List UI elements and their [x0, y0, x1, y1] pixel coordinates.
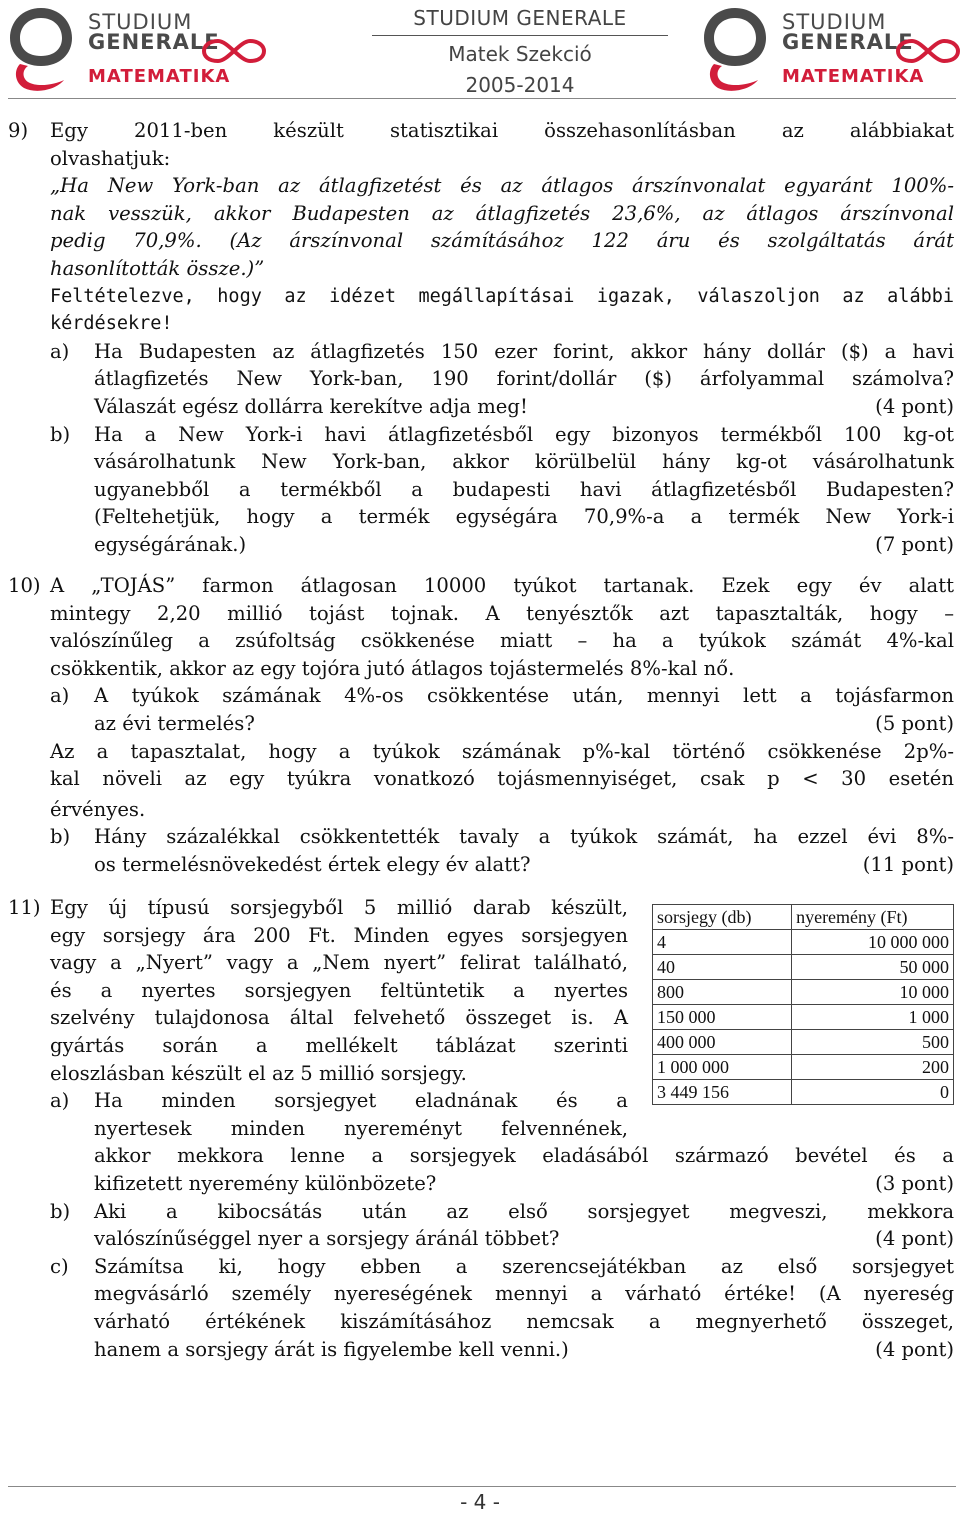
page-header — [0, 0, 960, 100]
table-cell: 500 — [792, 1030, 954, 1055]
sub-label: a) — [50, 1089, 70, 1113]
text-line: vagy a „Nyert” vagy a „Nem nyert” felirat található, — [50, 951, 628, 975]
table-cell: 3 449 156 — [653, 1080, 792, 1105]
text-line: vásárolhatunk New York-ban, akkor körülbelül hány kg-ot vásárolhatunk — [94, 450, 954, 474]
text-line: kérdésekre! — [50, 313, 173, 335]
table-cell: 1 000 — [792, 1005, 954, 1030]
logo-line2: GENERALE — [88, 30, 220, 54]
table-cell: 0 — [792, 1080, 954, 1105]
sg-mark-icon — [6, 4, 76, 92]
sub-label: b) — [50, 1199, 71, 1223]
problem-number: 9) — [8, 119, 29, 142]
table-row — [653, 1080, 954, 1105]
table-cell: 50 000 — [792, 955, 954, 980]
text-line: olvashatjuk: — [50, 146, 171, 170]
text-line: mintegy 2,20 millió tojást tojnak. A tenyésztők azt tapasztalták, hogy – — [50, 601, 954, 625]
text-line: várható értékének kiszámításához nemcsak a megnyerhető összeget, — [94, 1309, 954, 1333]
table-cell: 150 000 — [653, 1005, 792, 1030]
text-line: A tyúkok számának 4%-os csökkentése után, mennyi lett a tojásfarmon — [94, 684, 954, 708]
table-row — [653, 1005, 954, 1030]
subquestion-a — [50, 682, 954, 737]
logo-line3: MATEMATIKA — [88, 66, 231, 87]
text-line: Ha minden sorsjegyet eladnának és a — [94, 1089, 628, 1113]
text-line: (Feltehetjük, hogy a termék egységára 70,9%-a a termék New York-i — [94, 505, 954, 529]
text-line: átlagfizetés New York-ban, 190 forint/dollár ($) árfolyammal számolva? — [94, 367, 954, 391]
table-row — [653, 1055, 954, 1080]
text-line: Egy új típusú sorsjegyből 5 millió darab készült, — [50, 896, 628, 919]
table-cell: 4 — [653, 930, 792, 955]
infinity-icon — [202, 38, 266, 64]
quote-line: nak vesszük, akkor Budapesten az átlagfizetés 23,6%, az átlagos árszínvonal — [50, 201, 954, 225]
quote-line: pedig 70,9%. (Az árszínvonal számításához 122 áru és szolgáltatás árát — [50, 229, 954, 253]
quote-line: hasonlították össze.)” — [50, 256, 265, 280]
header-title: STUDIUM GENERALE — [413, 6, 627, 30]
text-line: Válaszát egész dollárra kerekítve adja meg! — [94, 394, 528, 418]
text-line: Ha a New York-i havi átlagfizetésből egy bizonyos termékből 100 kg-ot — [94, 422, 954, 446]
subquestion-c — [50, 1253, 954, 1363]
points: (11 pont) — [862, 852, 954, 876]
problem-number: 11) — [8, 896, 41, 919]
page-number: - 4 - — [460, 1490, 500, 1514]
table-cell: 400 000 — [653, 1030, 792, 1055]
sub-label: a) — [50, 684, 70, 708]
points: (4 pont) — [875, 394, 954, 418]
points: (7 pont) — [875, 532, 954, 556]
problem-9 — [8, 117, 954, 559]
subquestion-b — [50, 823, 954, 878]
table-cell: 10 000 — [792, 980, 954, 1005]
text-line: egységárának.) — [94, 532, 247, 556]
table-row — [653, 1030, 954, 1055]
table-cell: 10 000 000 — [792, 930, 954, 955]
header-subtitle: Matek Szekció — [448, 42, 592, 66]
text-line: hanem a sorsjegy árát is figyelembe kell venni.) — [94, 1337, 569, 1361]
logo-line1: STUDIUM — [88, 10, 193, 34]
text-line: szelvény tulajdonosa által felvehető összeget is. A — [50, 1006, 628, 1030]
text-line: Számítsa ki, hogy ebben a szerencsejátékban az első sorsjegyet — [94, 1254, 954, 1278]
text-line: Hány százalékkal csökkentették tavaly a tyúkok számát, ha ezzel évi 8%- — [94, 825, 954, 849]
table-row — [653, 980, 954, 1005]
logo-line1: STUDIUM — [782, 10, 887, 34]
text-line: valószínűséggel nyer a sorsjegy áránál többet? — [94, 1227, 560, 1251]
table-cell: 800 — [653, 980, 792, 1005]
header-years: 2005-2014 — [465, 73, 575, 97]
infinity-icon — [896, 38, 960, 64]
subquestion-b — [50, 1198, 954, 1253]
text-line: kifizetett nyeremény különbözete? — [94, 1171, 437, 1195]
text-line: ugyanebből a termékből a budapesti havi átlagfizetésből Budapesten? — [94, 477, 954, 501]
logo-line2: GENERALE — [782, 30, 914, 54]
text-line: Egy 2011-ben készült statisztikai összehasonlításban az alábbiakat — [50, 119, 954, 142]
prize-table — [652, 904, 954, 1105]
text-line: egy sorsjegy ára 200 Ft. Minden egyes sorsjegyen — [50, 923, 628, 947]
quote-line: „Ha New York-ban az átlagfizetést és az átlagos árszínvonalat egyaránt 100%- — [50, 174, 954, 198]
text-line: eloszlásban készült el az 5 millió sorsjegy. — [50, 1061, 467, 1085]
text-line: Aki a kibocsátás után az első sorsjegyet megveszi, mekkora — [94, 1199, 954, 1223]
text-line: A „TOJÁS” farmon átlagosan 10000 tyúkot tartanak. Ezek egy év alatt — [50, 574, 954, 597]
points: (5 pont) — [875, 711, 954, 735]
problem-10 — [8, 572, 954, 879]
table-header-row — [653, 905, 954, 930]
text-line: megvásárló személy nyereségének mennyi a várható értéke! (A nyereség — [94, 1282, 954, 1306]
sub-label: c) — [50, 1254, 69, 1278]
table-cell: 1 000 000 — [653, 1055, 792, 1080]
text-line: az évi termelés? — [94, 711, 255, 735]
table-row — [653, 930, 954, 955]
table-cell: 200 — [792, 1055, 954, 1080]
text-line: Ha Budapesten az átlagfizetés 150 ezer forint, akkor hány dollár ($) a havi — [94, 339, 954, 363]
text-line: akkor mekkora lenne a sorsjegyek eladásából származó bevétel és a — [94, 1144, 954, 1168]
sg-mark-icon — [700, 4, 770, 92]
text-line: csökkentik, akkor az egy tojóra jutó átlagos tojástermelés 8%-kal nő. — [50, 656, 735, 680]
subquestion-a — [50, 338, 954, 421]
text-line: gyártás során a mellékelt táblázat szerinti — [50, 1033, 628, 1057]
header-rule — [372, 35, 668, 36]
sub-label: b) — [50, 825, 71, 849]
table-cell: 40 — [653, 955, 792, 980]
logo-left — [6, 4, 268, 92]
problem-number: 10) — [8, 574, 41, 597]
points: (4 pont) — [875, 1337, 954, 1361]
text-line: és a nyertes sorsjegyen feltüntetik a nyertes — [50, 978, 628, 1002]
sub-label: a) — [50, 339, 70, 363]
header-center — [360, 6, 680, 97]
logo-line3: MATEMATIKA — [782, 66, 925, 87]
logo-right — [700, 4, 960, 92]
text-line: nyertesek minden nyereményt felvennének, — [94, 1116, 628, 1140]
text-line: Az a tapasztalat, hogy a tyúkok számának p%-kal történő csökkenése 2p%- — [50, 739, 954, 763]
points: (3 pont) — [875, 1171, 954, 1195]
text-line: érvényes. — [50, 797, 146, 821]
sub-label: b) — [50, 422, 71, 446]
text-line: Feltételezve, hogy az idézet megállapításai igazak, válaszoljon az alábbi — [50, 285, 954, 307]
points: (4 pont) — [875, 1227, 954, 1251]
footer-divider — [8, 1486, 956, 1487]
header-divider — [8, 98, 956, 99]
text-line: kal növeli az egy tyúkra vonatkozó tojásmennyiséget, csak p < 30 esetén — [50, 767, 954, 791]
table-header: sorsjegy (db) — [653, 905, 792, 930]
table-header: nyeremény (Ft) — [792, 905, 954, 930]
text-line: valószínűleg a zsúfoltság csökkenése miatt – ha a tyúkok számát 4%-kal — [50, 629, 954, 653]
subquestion-b — [50, 421, 954, 559]
text-line: os termelésnövekedést értek elegy év alatt? — [94, 852, 531, 876]
table-row — [653, 955, 954, 980]
